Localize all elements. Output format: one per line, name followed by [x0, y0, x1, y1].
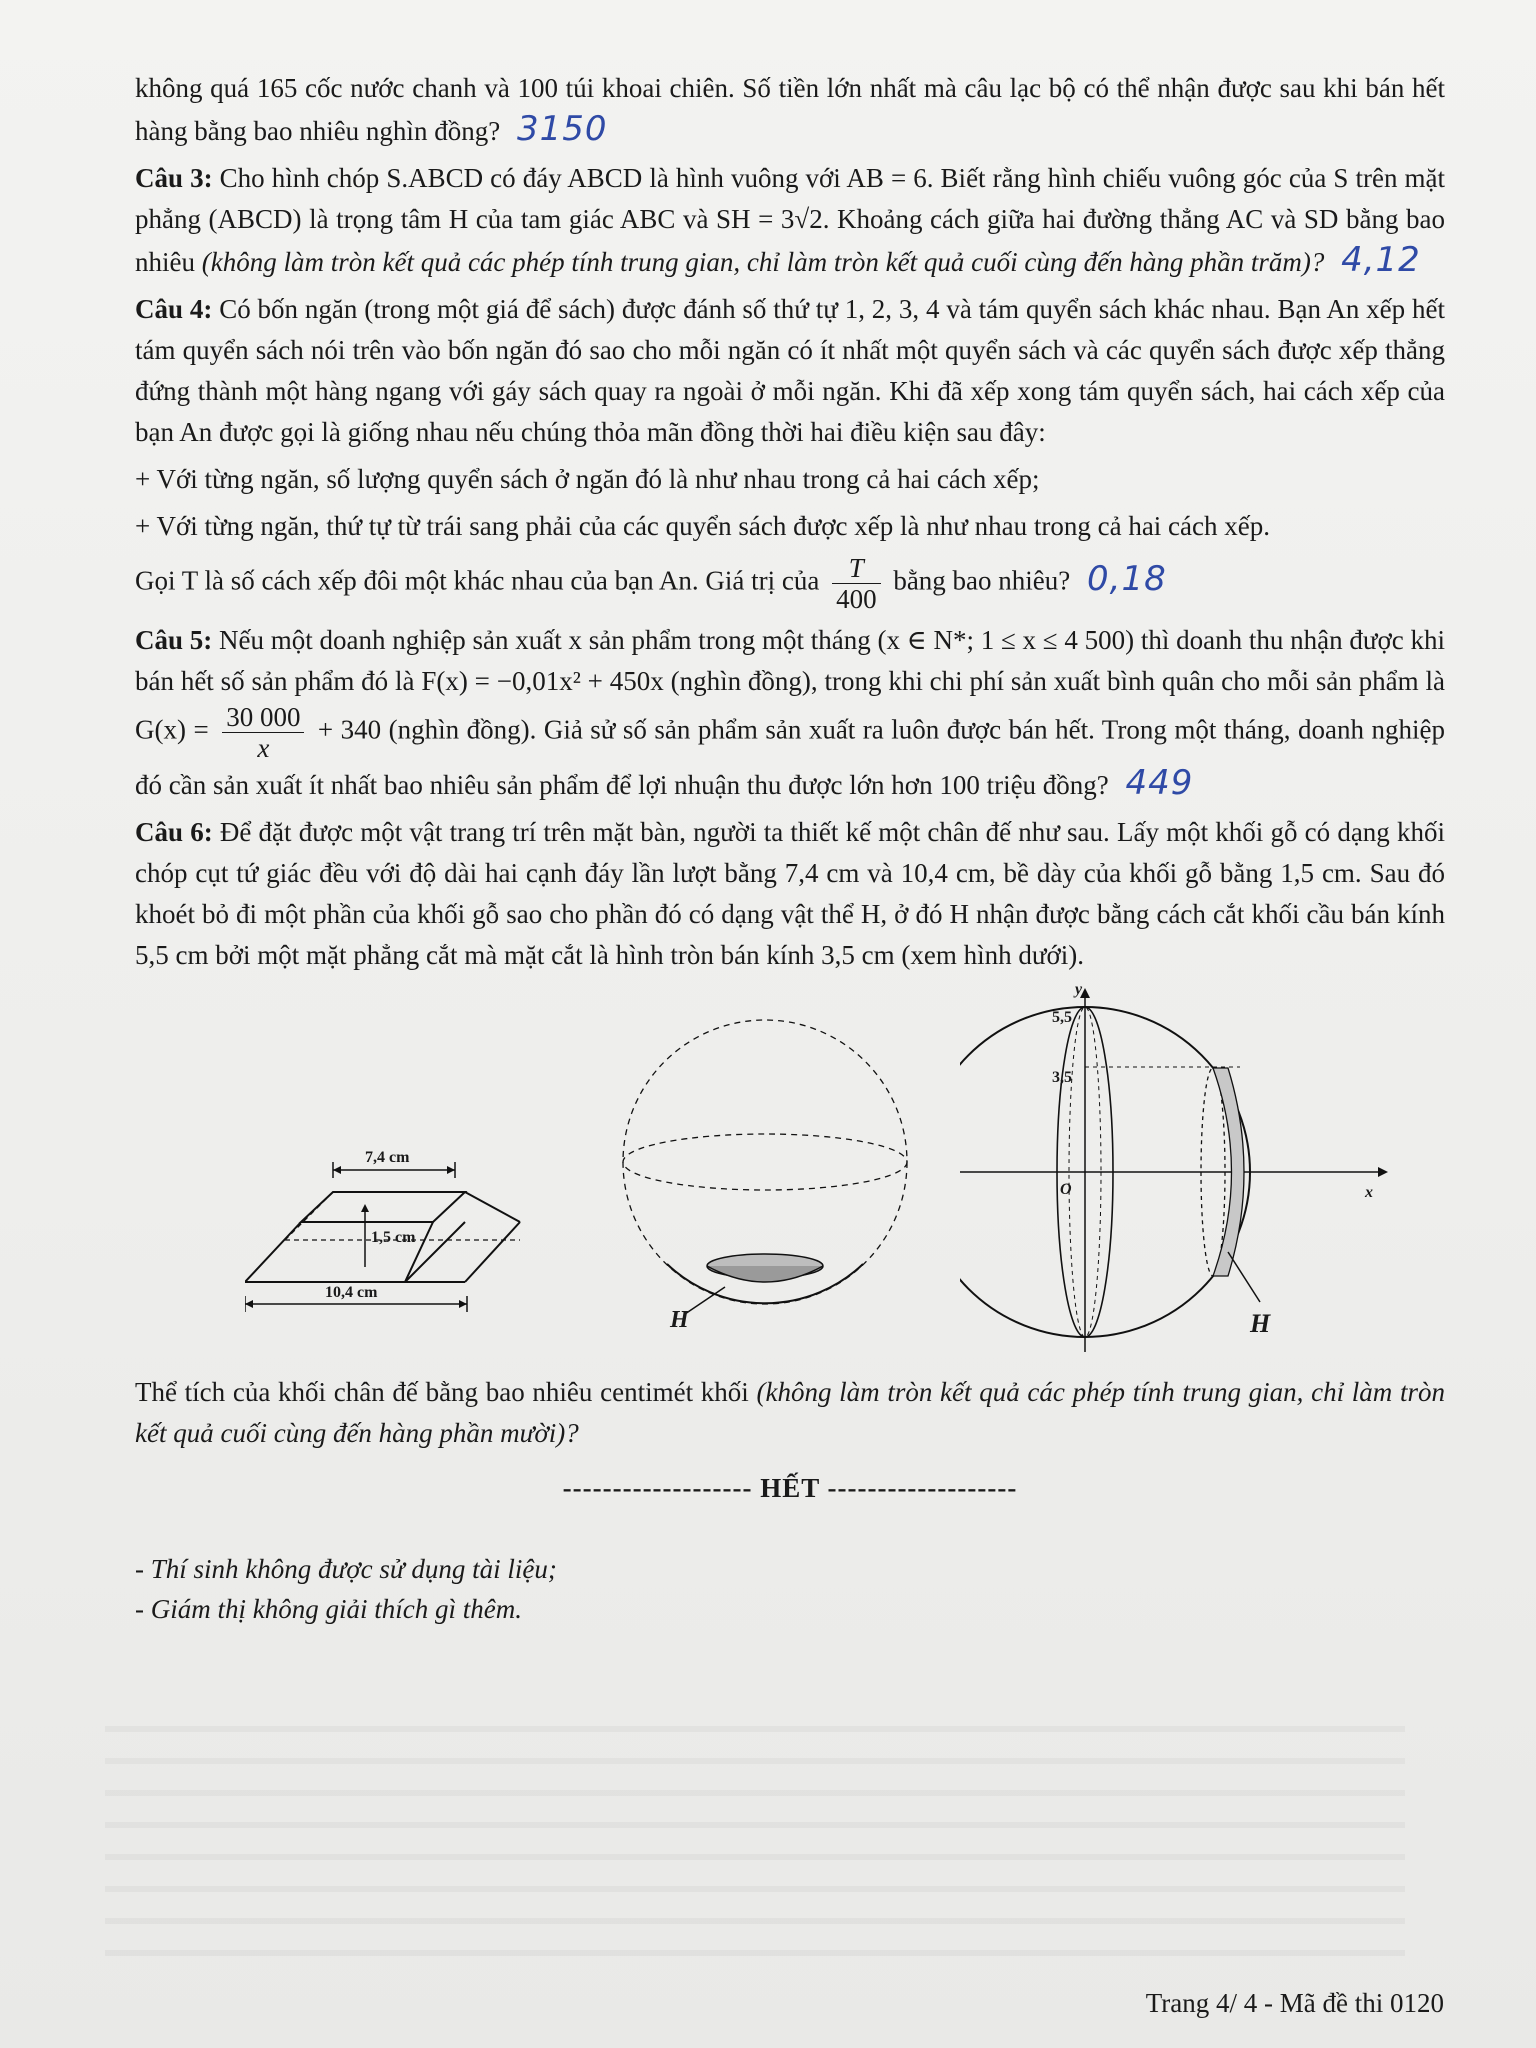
question-4-final-post: bằng bao nhiêu? [893, 565, 1071, 596]
question-4 [135, 289, 1445, 453]
note-2: - Giám thị không giải thích gì thêm. [135, 1594, 522, 1624]
bleed-through-text [105, 1700, 1405, 1960]
question-6-text: Để đặt được một vật trang trí trên mặt bàn, người ta thiết kế một chân đế như sau. Lấy một khối gỗ có dạng khối chóp cụt tứ giác đều với độ dài hai cạnh đáy lần lượt bằng 7,4 cm và 10,4 cm, bề dày của khối gỗ bằng 1,5 cm. Sau đó khoét bỏ đi một phần của khối gỗ sao cho phần đó có dạng vật thể H, ở đó H nhận được bằng cách cắt khối cầu bán kính 5,5 cm bởi một mặt phẳng cắt mà mặt cắt là hình tròn bán kính 3,5 cm (xem hình dưới). [135, 817, 1445, 970]
handwritten-answer-intro: 3150 [516, 109, 608, 149]
handwritten-answer-5: 449 [1125, 763, 1194, 803]
question-5-text-2: + 340 (nghìn đồng). Giả sử số sản phẩm sản xuất ra luôn được bán hết. Trong một tháng, doanh nghiệp đó cần sản xuất ít nhất bao nhiêu sản phẩm để lợi nhuận thu được lớn hơn 100 triệu đồng? [135, 714, 1445, 800]
sphere-h-label: H [670, 1307, 689, 1333]
y-mid-label: 3,5 [1052, 1069, 1072, 1086]
page-footer: Trang 4/ 4 - Mã đề thi 0120 [1145, 1988, 1444, 2018]
intro-paragraph [135, 68, 1445, 152]
notes [135, 1549, 1445, 1629]
fraction-30000-over-x [222, 702, 304, 763]
exam-content [135, 68, 1445, 1629]
y-top-label: 5,5 [1052, 1009, 1072, 1026]
frustum-height-label: 1,5 cm [371, 1229, 416, 1246]
y-axis-label: y [1075, 982, 1083, 998]
fraction-numerator: 30 000 [222, 702, 304, 733]
end-marker: ------------------- HẾT ------------------- [562, 1473, 1018, 1503]
fraction-t-over-400 [832, 553, 881, 614]
handwritten-answer-4: 0,18 [1087, 558, 1167, 599]
note-1: - Thí sinh không được sử dụng tài liệu; [135, 1554, 557, 1584]
question-5-label: Câu 5: [135, 625, 213, 655]
coordinate-figure [960, 982, 1390, 1362]
question-6-after-text: Thể tích của khối chân đế bằng bao nhiêu centimét khối [135, 1377, 757, 1407]
question-4-label: Câu 4: [135, 294, 213, 324]
origin-label: O [1060, 1181, 1072, 1198]
question-4-text: Có bốn ngăn (trong một giá để sách) được đánh số thứ tự 1, 2, 3, 4 và tám quyển sách khác nhau. Bạn An xếp hết tám quyển sách nói trên vào bốn ngăn đó sao cho mỗi ngăn có ít nhất một quyển sách và các quyển sách được xếp thẳng đứng thành một hàng ngang với gáy sách quay ra ngoài ở mỗi ngăn. Khi đã xếp xong tám quyển sách, hai cách xếp của bạn An được gọi là giống nhau nếu chúng thỏa mãn đồng thời hai điều kiện sau đây: [135, 294, 1445, 447]
question-3-label: Câu 3: [135, 163, 213, 193]
frustum-top-label: 7,4 cm [365, 1149, 410, 1166]
intro-text: không quá 165 cốc nước chanh và 100 túi khoai chiên. Số tiền lớn nhất mà câu lạc bộ có thể nhận được sau khi bán hết hàng bằng bao nhiêu nghìn đồng? [135, 73, 1445, 146]
question-5 [135, 620, 1445, 806]
frustum-bottom-label: 10,4 cm [325, 1284, 378, 1301]
question-4-condition-2: + Với từng ngăn, thứ tự từ trái sang phải của các quyển sách được xếp là như nhau trong cả hai cách xếp. [135, 511, 1270, 541]
question-3-rounding-note: (không làm tròn kết quả các phép tính trung gian, chỉ làm tròn kết quả cuối cùng đến hàng phần trăm)? [201, 247, 1325, 277]
question-6-rounding-note: (không làm tròn kết quả các phép tính trung gian, chỉ làm tròn kết quả cuối cùng đến hàng phần mười)? [135, 1377, 1445, 1448]
frustum-figure [245, 1132, 545, 1362]
question-3-text: Cho hình chóp S.ABCD có đáy ABCD là hình vuông với AB = 6. Biết rằng hình chiếu vuông góc của S trên mặt phẳng (ABCD) là trọng tâm H của tam giác ABC và SH = 3√2. Khoảng cách giữa hai đường thẳng AC và SD bằng bao nhiêu [135, 163, 1445, 277]
question-3 [135, 158, 1445, 283]
question-6 [135, 812, 1445, 976]
coordinate-h-label: H [1250, 1309, 1271, 1338]
fraction-numerator: T [832, 553, 881, 584]
fraction-denominator: x [257, 733, 270, 763]
question-4-final-pre: Gọi T là số cách xếp đôi một khác nhau của bạn An. Giá trị của [135, 565, 820, 596]
x-axis-label: x [1365, 1184, 1373, 1201]
question-6-after [135, 1372, 1445, 1454]
question-5-text: Nếu một doanh nghiệp sản xuất x sản phẩm trong một tháng (x ∈ N*; 1 ≤ x ≤ 4 500) thì doanh thu nhận được khi bán hết số sản phẩm đó là F(x) = −0,01x² + 450x (nghìn đồng), trong khi chi phí sản xuất bình quân cho mỗi sản phẩm là G(x) = [135, 625, 1445, 745]
fraction-denominator: 400 [836, 584, 877, 614]
question-4-final [135, 553, 1445, 614]
question-4-condition-1: + Với từng ngăn, số lượng quyển sách ở ngăn đó là như nhau trong cả hai cách xếp; [135, 464, 1040, 494]
figures-row [135, 982, 1445, 1372]
question-6-label: Câu 6: [135, 817, 213, 847]
handwritten-answer-3: 4,12 [1341, 240, 1421, 280]
sphere-figure [615, 1002, 915, 1342]
